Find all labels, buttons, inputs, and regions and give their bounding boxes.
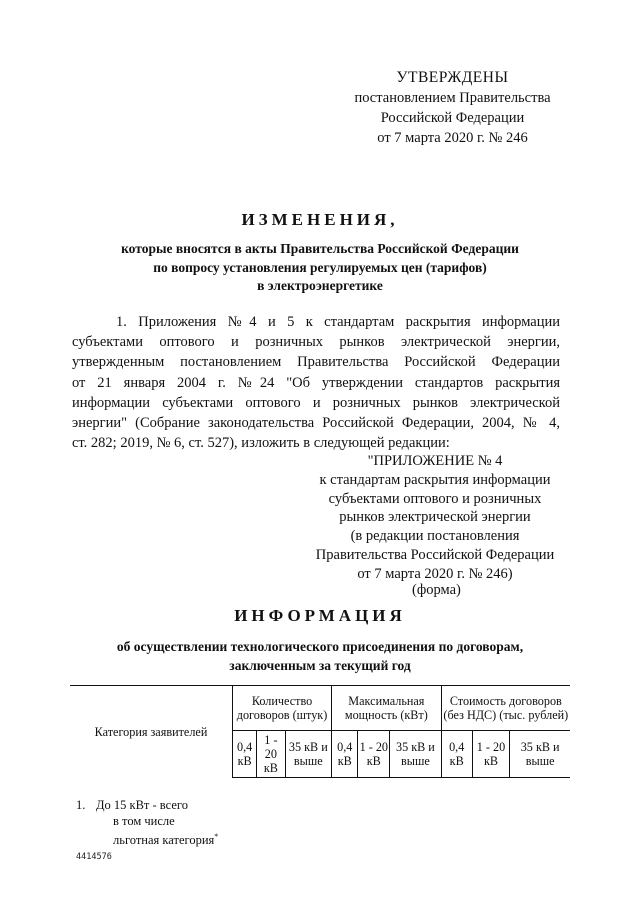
appendix-line: "ПРИЛОЖЕНИЕ № 4 bbox=[367, 453, 503, 469]
document-id: 4414576 bbox=[76, 852, 112, 862]
appendix-block bbox=[300, 452, 570, 584]
table-rows bbox=[76, 797, 218, 848]
info-subtitle bbox=[60, 638, 580, 675]
appendix-line: рынков электрической энергии bbox=[339, 509, 531, 526]
info-subtitle-line: заключенным за текущий год bbox=[229, 657, 411, 673]
row-label: До 15 кВт - всего bbox=[96, 798, 188, 812]
main-paragraph bbox=[72, 312, 560, 453]
appendix-line: от 7 марта 2020 г. № 246) bbox=[357, 565, 513, 582]
paragraph-line: 1. Приложения №4 и 5 к стандартам раскрытия информации bbox=[116, 314, 560, 330]
info-subtitle-line: об осуществлении технологического присоединения по договорам, bbox=[116, 639, 524, 654]
changes-title: ИЗМЕНЕНИЯ, bbox=[241, 210, 399, 229]
row-number: 1. bbox=[76, 798, 86, 812]
subcol-header: 35 кВ и выше bbox=[510, 731, 570, 778]
approved-line: постановлением Правительства bbox=[354, 90, 551, 106]
subcol-header: 35 кВ и выше bbox=[390, 731, 441, 778]
subcol-header: 0,4 кВ bbox=[332, 731, 358, 778]
footnote-mark: * bbox=[214, 832, 219, 841]
info-title: ИНФОРМАЦИЯ bbox=[234, 606, 406, 625]
row-label: льготная категория bbox=[113, 833, 215, 848]
subcol-header: 35 кВ и выше bbox=[285, 731, 332, 778]
paragraph-line: ст. 282; 2019, № 6, ст. 527), изложить в следующей редакции: bbox=[72, 435, 450, 452]
appendix-line: субъектами оптового и розничных bbox=[328, 490, 542, 507]
category-header: Категория заявителей bbox=[70, 686, 233, 778]
table-row bbox=[76, 813, 218, 829]
subcol-header: 1 - 20 кВ bbox=[358, 731, 390, 778]
table-row bbox=[76, 797, 218, 813]
row-label: в том числе bbox=[113, 814, 175, 828]
paragraph-line: субъектами оптового и розничных рынков электрической энергии, bbox=[72, 334, 560, 351]
group-header-cost: Стоимость договоров (без НДС) (тыс. рублей) bbox=[441, 686, 570, 731]
appendix-line: к стандартам раскрытия информации bbox=[319, 471, 551, 488]
subcol-header: 0,4 кВ bbox=[233, 731, 257, 778]
appendix-line: (в редакции постановления bbox=[350, 528, 520, 545]
paragraph-line: от 21 января 2004 г. №24 "Об утверждении стандартов раскрытия bbox=[72, 374, 560, 391]
subcol-header: 1 - 20 кВ bbox=[257, 731, 285, 778]
subtitle-line: по вопросу установления регулируемых цен (тарифов) bbox=[153, 259, 487, 275]
paragraph-line: информации субъектами оптового и розничных рынков электрической bbox=[72, 394, 560, 411]
info-table bbox=[70, 685, 570, 778]
group-header-power: Максимальная мощность (кВт) bbox=[332, 686, 442, 731]
table-row bbox=[76, 829, 218, 848]
paragraph-line: утвержденным постановлением Правительства Российской Федерации bbox=[72, 354, 560, 371]
subcol-header: 0,4 кВ bbox=[441, 731, 472, 778]
paragraph-line: энергии" (Собрание законодательства Российской Федерации, 2004, № 4, bbox=[72, 415, 560, 432]
appendix-line: Правительства Российской Федерации bbox=[315, 546, 555, 563]
form-label: (форма) bbox=[412, 582, 461, 598]
changes-subtitle bbox=[60, 240, 580, 296]
subcol-header: 1 - 20 кВ bbox=[472, 731, 510, 778]
approval-block bbox=[340, 68, 565, 148]
approved-line: Российской Федерации bbox=[380, 110, 525, 126]
group-header-count: Количество договоров (штук) bbox=[233, 686, 332, 731]
subtitle-line: которые вносятся в акты Правительства Российской Федерации bbox=[121, 241, 519, 256]
approved-line: от 7 марта 2020 г. № 246 bbox=[377, 130, 528, 146]
approved-heading: УТВЕРЖДЕНЫ bbox=[396, 69, 509, 86]
subtitle-line: в электроэнергетике bbox=[257, 278, 383, 293]
